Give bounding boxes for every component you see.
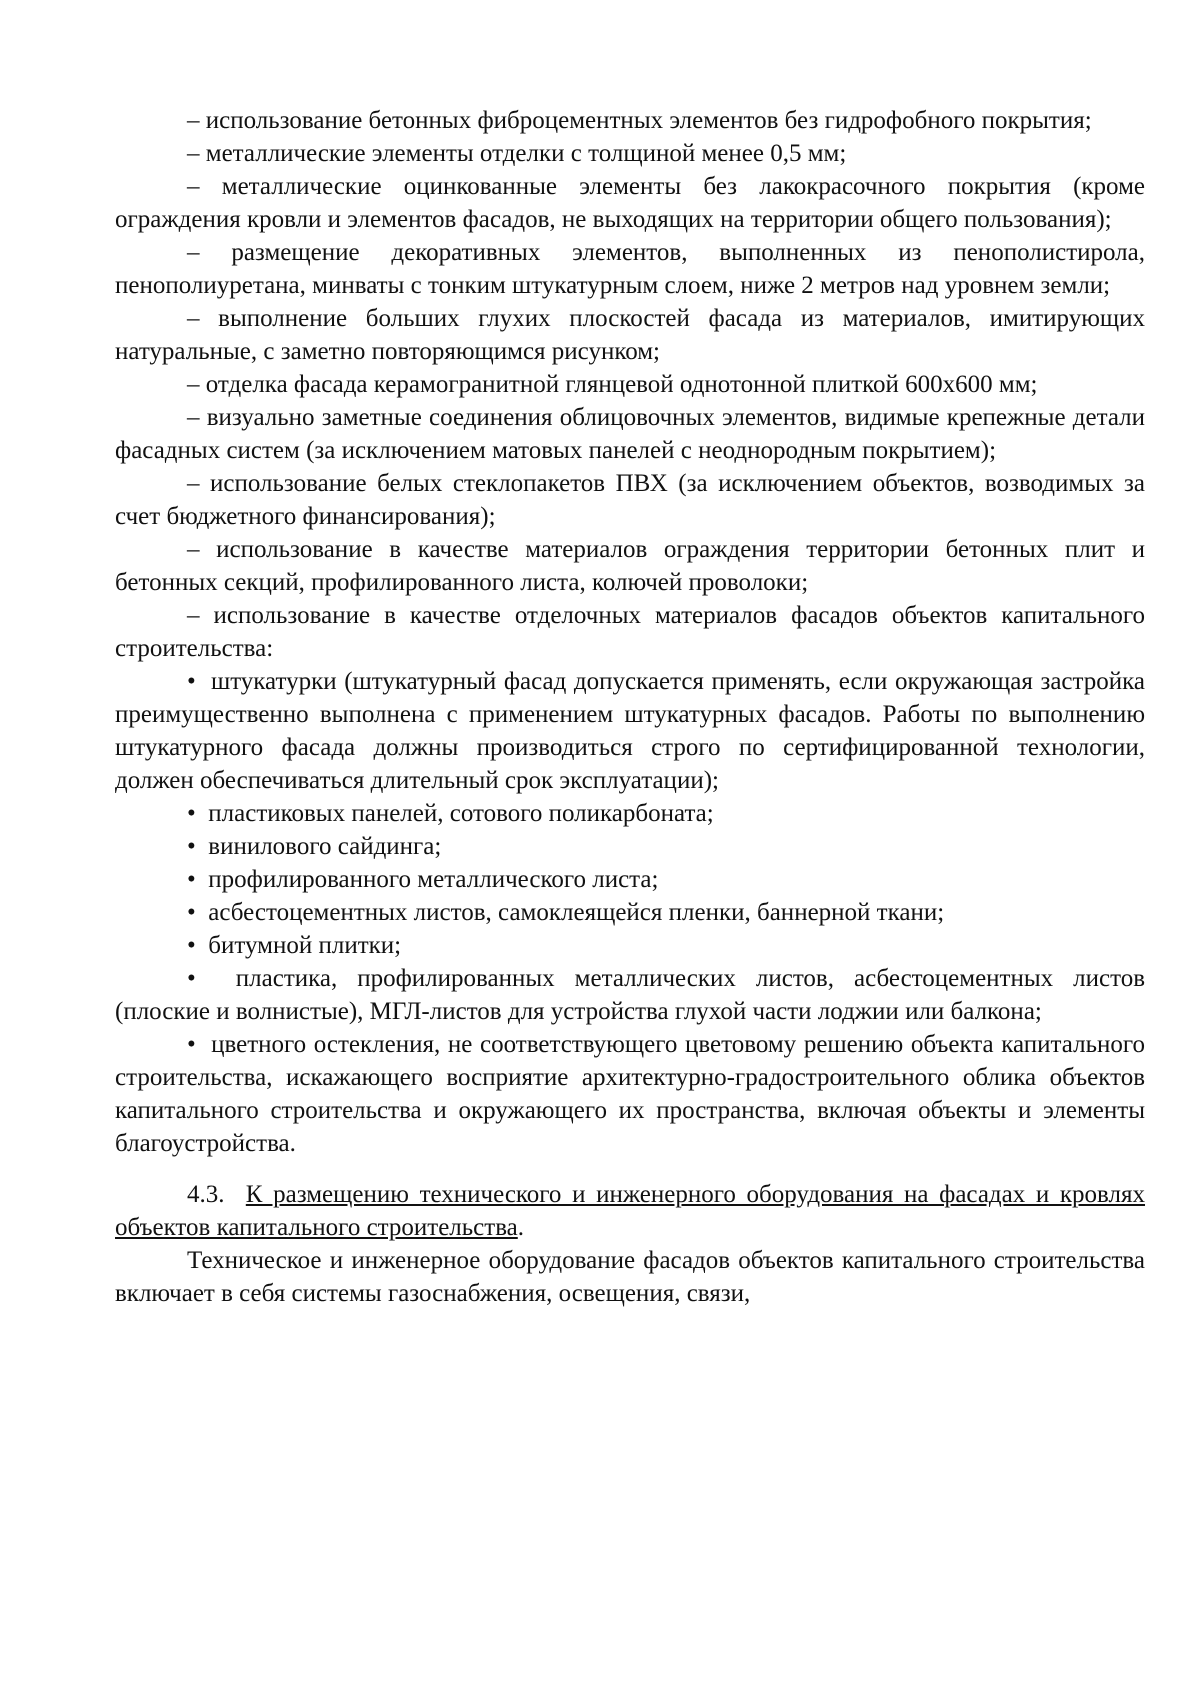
list-item-bullet: • битумной плитки; [115,929,1145,962]
section-heading [115,1178,1145,1244]
list-item-dash: – отделка фасада керамогранитной глянцевой однотонной плиткой 600х600 мм; [115,368,1145,401]
section-title: К размещению технического и инженерного оборудования на фасадах и кровлях объектов капитального строительства [115,1181,1146,1241]
list-item-bullet: • пластиковых панелей, сотового поликарбоната; [115,797,1145,830]
document-page [115,104,1145,1310]
section-title-end: . [517,1214,525,1241]
list-item-dash: – использование бетонных фиброцементных элементов без гидрофобного покрытия; [115,104,1145,137]
list-item-bullet: • штукатурки (штукатурный фасад допускается применять, если окружающая застройка преимущественно выполнена с применением штукатурных фасадов. Работы по выполнению штукатурного фасада должны производиться строго по сертифицированной технологии, должен обеспечиваться длительный срок эксплуатации); [115,665,1145,797]
list-item-dash: – размещение декоративных элементов, выполненных из пенополистирола, пенополиуретана, минваты с тонким штукатурным слоем, ниже 2 метров над уровнем земли; [115,236,1145,302]
list-item-bullet: • цветного остекления, не соответствующего цветовому решению объекта капитального строительства, искажающего восприятие архитектурно-градостроительного облика объектов капитального строительства и окружающего их пространства, включая объекты и элементы благоустройства. [115,1028,1145,1160]
list-item-dash: – металлические элементы отделки с толщиной менее 0,5 мм; [115,137,1145,170]
list-item-bullet: • асбестоцементных листов, самоклеящейся пленки, баннерной ткани; [115,896,1145,929]
list-item-dash: – металлические оцинкованные элементы без лакокрасочного покрытия (кроме ограждения кровли и элементов фасадов, не выходящих на территории общего пользования); [115,170,1145,236]
list-item-bullet: • винилового сайдинга; [115,830,1145,863]
section-number: 4.3. [187,1181,225,1208]
list-item-dash: – использование в качестве отделочных материалов фасадов объектов капитального строительства: [115,599,1145,665]
list-item-bullet: • пластика, профилированных металлических листов, асбестоцементных листов (плоские и волнистые), МГЛ-листов для устройства глухой части лоджии или балкона; [115,962,1145,1028]
list-item-dash: – визуально заметные соединения облицовочных элементов, видимые крепежные детали фасадных систем (за исключением матовых панелей с неоднородным покрытием); [115,401,1145,467]
list-item-dash: – выполнение больших глухих плоскостей фасада из материалов, имитирующих натуральные, с заметно повторяющимся рисунком; [115,302,1145,368]
section-body: Техническое и инженерное оборудование фасадов объектов капитального строительства включает в себя системы газоснабжения, освещения, связи, [115,1247,1145,1307]
list-item-bullet: • профилированного металлического листа; [115,863,1145,896]
list-item-dash: – использование в качестве материалов ограждения территории бетонных плит и бетонных секций, профилированного листа, колючей проволоки; [115,533,1145,599]
list-item-dash: – использование белых стеклопакетов ПВХ (за исключением объектов, возводимых за счет бюджетного финансирования); [115,467,1145,533]
